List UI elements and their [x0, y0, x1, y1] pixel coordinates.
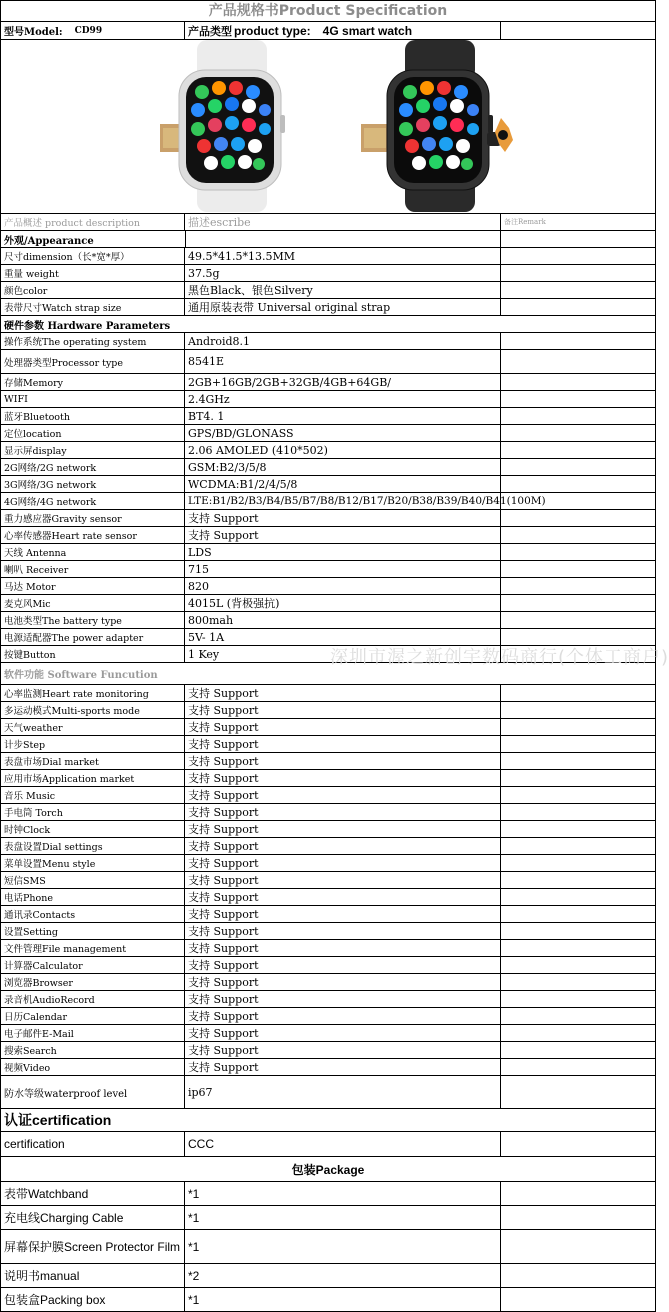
- table-row: [0, 476, 656, 493]
- row-label: 心率监测Heart rate monitoring: [0, 685, 185, 701]
- header-description: 产品概述 product description: [0, 214, 185, 230]
- row-label: 按键Button: [0, 646, 185, 662]
- row-value: 支持 Support: [185, 889, 501, 905]
- row-value: 支持 Support: [185, 923, 501, 939]
- appearance-heading: 外观/Appearance: [0, 231, 656, 247]
- row-label: 音乐 Music: [0, 787, 185, 803]
- row-remark: [501, 1230, 656, 1263]
- row-value: Android8.1: [185, 333, 501, 349]
- model-row: [0, 22, 656, 40]
- table-row: [0, 957, 656, 974]
- column-divider: [185, 231, 186, 247]
- row-label: 重量 weight: [0, 265, 185, 281]
- row-remark: [501, 1182, 656, 1205]
- row-label: 电源适配器The power adapter: [0, 629, 185, 645]
- row-label: 麦克风Mic: [0, 595, 185, 611]
- table-row: [0, 1206, 656, 1230]
- table-row: [0, 408, 656, 425]
- product-type-value: 4G smart watch: [322, 23, 413, 38]
- row-remark: [501, 408, 656, 424]
- row-label: 定位location: [0, 425, 185, 441]
- row-value: LTE:B1/B2/B3/B4/B5/B7/B8/B12/B17/B20/B38/B39/B40/B41(100M): [185, 493, 501, 509]
- watermark-text: 深圳市渥之新创宇数码商行(个体工商户): [330, 647, 669, 668]
- row-remark: [501, 374, 656, 390]
- row-remark: [501, 974, 656, 990]
- row-value: *1: [185, 1288, 501, 1311]
- row-remark: [501, 940, 656, 956]
- row-remark: [501, 991, 656, 1007]
- table-row: [0, 595, 656, 612]
- row-value: *1: [185, 1206, 501, 1229]
- row-remark: [501, 906, 656, 922]
- row-value: 支持 Support: [185, 804, 501, 820]
- model-row-empty: [501, 22, 656, 39]
- row-label: 包装盒Packing box: [0, 1288, 185, 1311]
- row-label: 计算器Calculator: [0, 957, 185, 973]
- row-value: 支持 Support: [185, 974, 501, 990]
- row-label: 日历Calendar: [0, 1008, 185, 1024]
- row-remark: [501, 333, 656, 349]
- row-label: 喇叭 Receiver: [0, 561, 185, 577]
- row-value: 支持 Support: [185, 838, 501, 854]
- row-remark: [501, 1059, 656, 1075]
- table-row: [0, 1059, 656, 1076]
- hardware-heading: 硬件参数 Hardware Parameters: [0, 316, 656, 332]
- row-value: 支持 Support: [185, 855, 501, 871]
- model-label: 型号Model:: [4, 27, 63, 38]
- row-label: 2G网络/2G network: [0, 459, 185, 475]
- table-row: [0, 493, 656, 510]
- row-remark: [501, 299, 656, 315]
- row-value: 2.4GHz: [185, 391, 501, 407]
- row-value: 支持 Support: [185, 510, 501, 526]
- row-remark: [501, 282, 656, 298]
- table-row: [0, 923, 656, 940]
- row-value: 支持 Support: [185, 787, 501, 803]
- row-label: 颜色color: [0, 282, 185, 298]
- row-label: 菜单设置Menu style: [0, 855, 185, 871]
- row-label: 尺寸dimension（长*宽*厚）: [0, 248, 185, 264]
- table-row: [0, 1042, 656, 1059]
- row-label: 处理器类型Processor type: [0, 350, 185, 373]
- row-remark: [501, 391, 656, 407]
- row-label: 搜索Search: [0, 1042, 185, 1058]
- row-remark: [501, 425, 656, 441]
- row-label: 屏幕保护膜Screen Protector Film: [0, 1230, 185, 1263]
- row-value: 715: [185, 561, 501, 577]
- row-value: *1: [185, 1182, 501, 1205]
- model-cell: [0, 22, 185, 39]
- row-label: 电子邮件E-Mail: [0, 1025, 185, 1041]
- row-value: 支持 Support: [185, 736, 501, 752]
- row-remark: [501, 1076, 656, 1108]
- row-label: certification: [0, 1132, 185, 1156]
- row-label: 应用市场Application market: [0, 770, 185, 786]
- table-row: [0, 544, 656, 561]
- row-label: 马达 Motor: [0, 578, 185, 594]
- row-value: 2GB+16GB/2GB+32GB/4GB+64GB/: [185, 374, 501, 390]
- row-remark: [501, 685, 656, 701]
- table-row: [0, 872, 656, 889]
- row-remark: [501, 265, 656, 281]
- row-label: 电话Phone: [0, 889, 185, 905]
- product-photo: [1, 40, 657, 213]
- row-remark: [501, 838, 656, 854]
- table-row: [0, 804, 656, 821]
- row-value: *2: [185, 1264, 501, 1287]
- row-value: 37.5g: [185, 265, 501, 281]
- row-remark: [501, 561, 656, 577]
- row-label: 表盘设置Dial settings: [0, 838, 185, 854]
- row-remark: [501, 923, 656, 939]
- table-row: [0, 838, 656, 855]
- row-value: 支持 Support: [185, 1008, 501, 1024]
- row-value: 支持 Support: [185, 702, 501, 718]
- row-value: 820: [185, 578, 501, 594]
- row-remark: [501, 459, 656, 475]
- section-row: [0, 1157, 656, 1182]
- table-row: [0, 719, 656, 736]
- row-remark: [501, 612, 656, 628]
- row-label: 视频Video: [0, 1059, 185, 1075]
- table-row: [0, 282, 656, 299]
- row-value: 4015L (背极强抗): [185, 595, 501, 611]
- column-divider: [500, 231, 501, 247]
- row-value: 黑色Black、银色Silvery: [185, 282, 501, 298]
- row-label: 时钟Clock: [0, 821, 185, 837]
- table-row: [0, 578, 656, 595]
- table-header-row: [0, 214, 656, 231]
- row-label: 防水等级waterproof level: [0, 1076, 185, 1108]
- row-value: 支持 Support: [185, 685, 501, 701]
- row-value: 5V- 1A: [185, 629, 501, 645]
- row-label: WIFI: [0, 391, 185, 407]
- row-value: 支持 Support: [185, 1059, 501, 1075]
- table-row: [0, 736, 656, 753]
- row-value: 支持 Support: [185, 872, 501, 888]
- row-remark: [501, 248, 656, 264]
- table-row: [0, 770, 656, 787]
- row-value: 支持 Support: [185, 753, 501, 769]
- table-row: [0, 612, 656, 629]
- table-row: [0, 391, 656, 408]
- row-label: 天线 Antenna: [0, 544, 185, 560]
- row-label: 心率传感器Heart rate sensor: [0, 527, 185, 543]
- row-label: 3G网络/3G network: [0, 476, 185, 492]
- row-remark: [501, 1206, 656, 1229]
- table-row: [0, 442, 656, 459]
- row-label: 多运动模式Multi-sports mode: [0, 702, 185, 718]
- row-value: 支持 Support: [185, 940, 501, 956]
- black-watch-image: [361, 40, 513, 212]
- row-remark: [501, 702, 656, 718]
- row-label: 计步Step: [0, 736, 185, 752]
- row-remark: [501, 889, 656, 905]
- table-row: [0, 1008, 656, 1025]
- row-remark: [501, 821, 656, 837]
- table-row: [0, 1132, 656, 1157]
- table-row: [0, 702, 656, 719]
- table-row: [0, 561, 656, 578]
- row-label: 浏览器Browser: [0, 974, 185, 990]
- row-label: 设置Setting: [0, 923, 185, 939]
- row-remark: [501, 629, 656, 645]
- row-label: 蓝牙Bluetooth: [0, 408, 185, 424]
- table-row: [0, 299, 656, 316]
- table-row: [0, 333, 656, 350]
- row-label: 操作系统The operating system: [0, 333, 185, 349]
- table-row: [0, 425, 656, 442]
- product-image-row: [0, 40, 656, 214]
- row-remark: [501, 855, 656, 871]
- row-remark: [501, 544, 656, 560]
- section-row: [0, 1109, 656, 1132]
- row-remark: [501, 1288, 656, 1311]
- table-row: [0, 527, 656, 544]
- row-value: 支持 Support: [185, 957, 501, 973]
- table-row: [0, 940, 656, 957]
- package-heading: 包装Package: [0, 1157, 656, 1181]
- row-value: 支持 Support: [185, 906, 501, 922]
- row-remark: [501, 1264, 656, 1287]
- row-label: 存储Memory: [0, 374, 185, 390]
- table-row: [0, 787, 656, 804]
- row-label: 文件管理File management: [0, 940, 185, 956]
- row-label: 电池类型The battery type: [0, 612, 185, 628]
- row-remark: [501, 753, 656, 769]
- row-label: 表带Watchband: [0, 1182, 185, 1205]
- row-remark: [501, 804, 656, 820]
- row-value: 49.5*41.5*13.5MM: [185, 248, 501, 264]
- row-value: 通用原装表带 Universal original strap: [185, 299, 501, 315]
- row-label: 重力感应器Gravity sensor: [0, 510, 185, 526]
- row-value: 支持 Support: [185, 991, 501, 1007]
- row-remark: [501, 1042, 656, 1058]
- table-row: [0, 646, 656, 663]
- row-label: 说明书manual: [0, 1264, 185, 1287]
- row-label: 充电线Charging Cable: [0, 1206, 185, 1229]
- table-row: [0, 1288, 656, 1312]
- white-watch-image: [160, 40, 285, 212]
- row-remark: [501, 510, 656, 526]
- row-remark: [501, 872, 656, 888]
- table-row: [0, 265, 656, 282]
- table-row: [0, 248, 656, 265]
- row-label: 短信SMS: [0, 872, 185, 888]
- row-value: 2.06 AMOLED (410*502): [185, 442, 501, 458]
- section-row: [0, 231, 656, 248]
- table-row: [0, 629, 656, 646]
- row-label: 表盘市场Dial market: [0, 753, 185, 769]
- document-title: 产品规格书Product Specification: [0, 0, 656, 22]
- row-label: 手电筒 Torch: [0, 804, 185, 820]
- table-row: [0, 889, 656, 906]
- row-value: 支持 Support: [185, 1025, 501, 1041]
- row-value: 8541E: [185, 350, 501, 373]
- table-row: [0, 855, 656, 872]
- row-remark: [501, 350, 656, 373]
- row-value: LDS: [185, 544, 501, 560]
- table-row: [0, 1076, 656, 1109]
- row-remark: [501, 595, 656, 611]
- table-row: [0, 510, 656, 527]
- row-value: *1: [185, 1230, 501, 1263]
- section-row: [0, 316, 656, 333]
- row-remark: [501, 476, 656, 492]
- row-remark: [501, 736, 656, 752]
- table-row: [0, 1182, 656, 1206]
- row-remark: [501, 719, 656, 735]
- table-row: [0, 991, 656, 1008]
- row-label: 显示屏display: [0, 442, 185, 458]
- table-row: [0, 685, 656, 702]
- row-value: ip67: [185, 1076, 501, 1108]
- section-row: [0, 663, 656, 685]
- model-value: CD99: [74, 25, 103, 36]
- row-label: 表带尺寸Watch strap size: [0, 299, 185, 315]
- table-row: [0, 974, 656, 991]
- row-value: WCDMA:B1/2/4/5/8: [185, 476, 501, 492]
- row-remark: [501, 646, 656, 662]
- row-value: BT4. 1: [185, 408, 501, 424]
- table-row: [0, 821, 656, 838]
- row-value: 支持 Support: [185, 1042, 501, 1058]
- row-label: 录音机AudioRecord: [0, 991, 185, 1007]
- table-row: [0, 374, 656, 391]
- row-value: 支持 Support: [185, 719, 501, 735]
- table-row: [0, 1264, 656, 1288]
- row-value: 支持 Support: [185, 527, 501, 543]
- row-value: CCC: [185, 1132, 501, 1156]
- header-remark: 备注Remark: [501, 214, 656, 230]
- header-describe: 描述escribe: [185, 214, 501, 230]
- row-value: 支持 Support: [185, 770, 501, 786]
- table-row: [0, 1025, 656, 1042]
- product-type-cell: [185, 22, 501, 39]
- row-remark: [501, 493, 656, 509]
- row-remark: [501, 442, 656, 458]
- table-row: [0, 459, 656, 476]
- row-label: 天气weather: [0, 719, 185, 735]
- row-value: 800mah: [185, 612, 501, 628]
- row-remark: [501, 787, 656, 803]
- product-type-label-en: product type:: [234, 23, 311, 38]
- table-row: [0, 753, 656, 770]
- row-remark: [501, 527, 656, 543]
- row-remark: [501, 957, 656, 973]
- row-label: 4G网络/4G network: [0, 493, 185, 509]
- software-heading: 软件功能 Software Funcution: [0, 663, 656, 684]
- row-remark: [501, 578, 656, 594]
- row-value: 支持 Support: [185, 821, 501, 837]
- table-row: [0, 906, 656, 923]
- row-remark: [501, 1025, 656, 1041]
- row-label: 通讯录Contacts: [0, 906, 185, 922]
- row-value: GPS/BD/GLONASS: [185, 425, 501, 441]
- table-row: [0, 1230, 656, 1264]
- product-type-label: 产品类型: [188, 24, 232, 38]
- row-remark: [501, 770, 656, 786]
- row-value: GSM:B2/3/5/8: [185, 459, 501, 475]
- row-remark: [501, 1008, 656, 1024]
- row-remark: [501, 1132, 656, 1156]
- row-value: 1 Key: [185, 646, 501, 662]
- certification-heading: 认证certification: [0, 1109, 656, 1131]
- table-row: [0, 350, 656, 374]
